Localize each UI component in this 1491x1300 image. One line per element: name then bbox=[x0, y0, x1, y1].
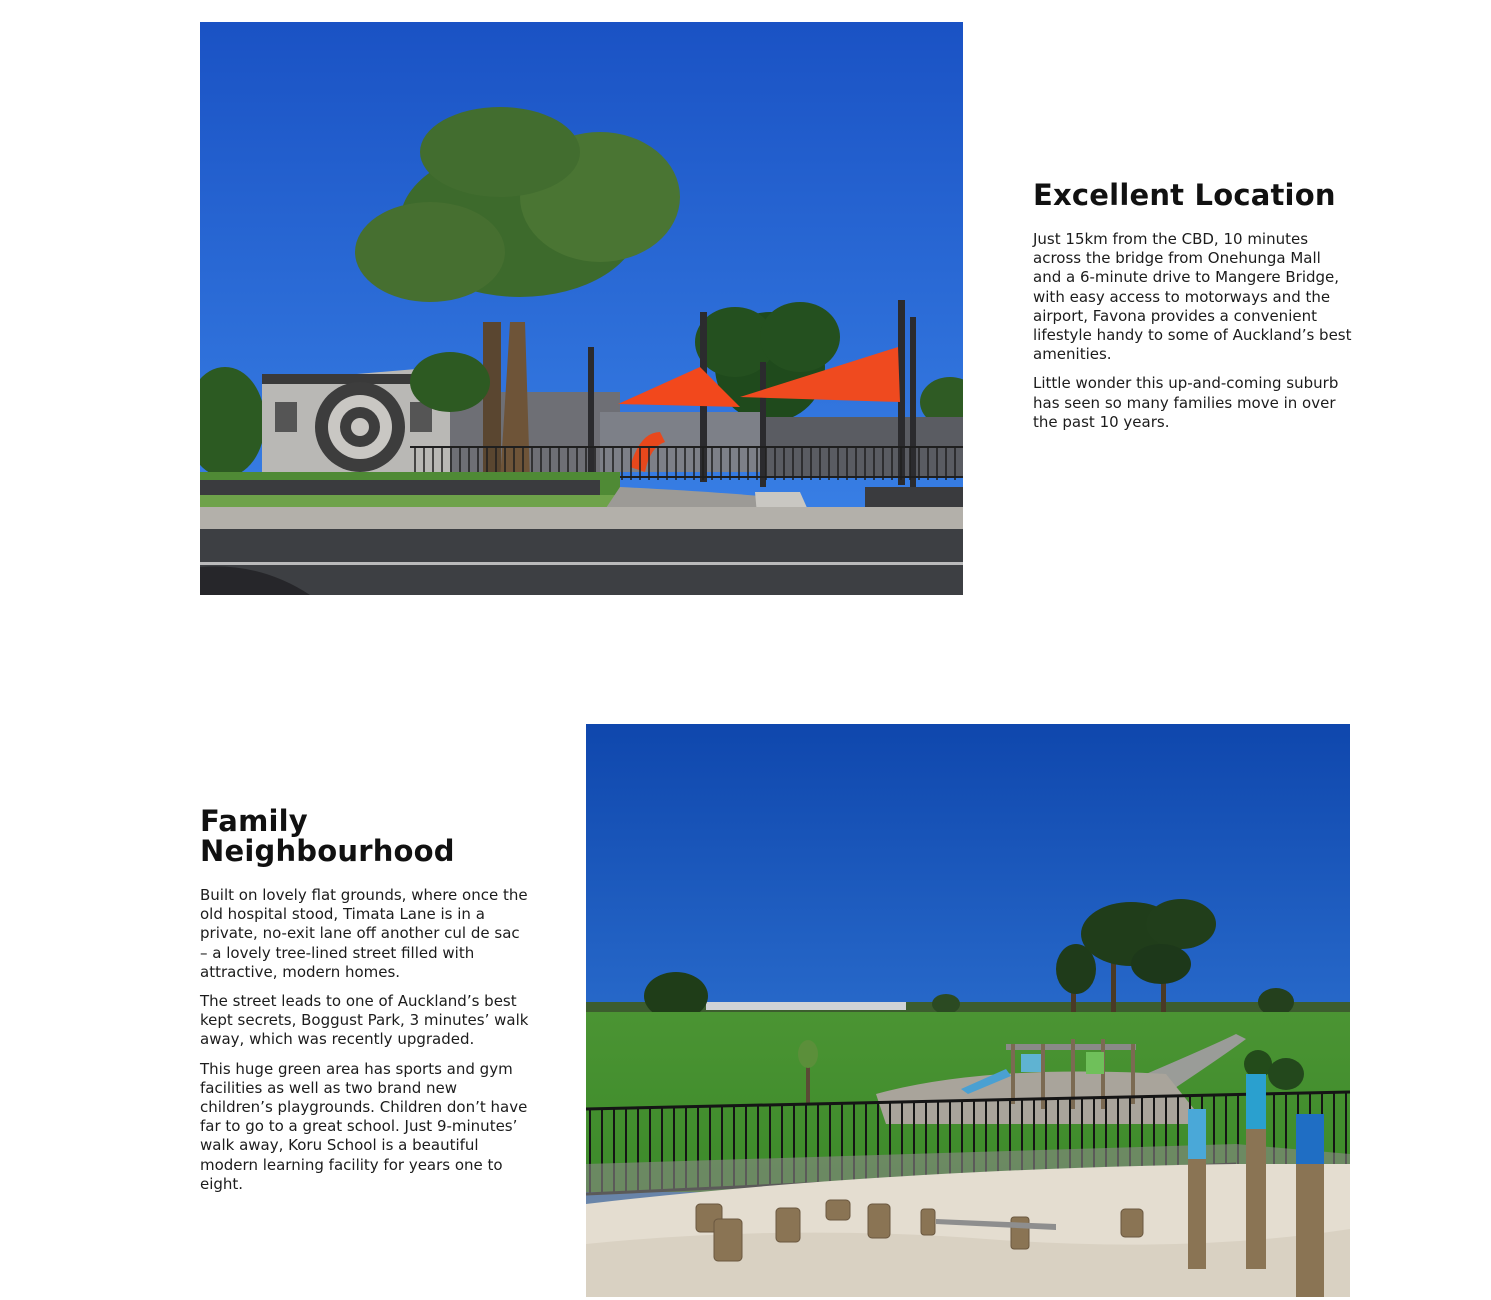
park-photo-illustration bbox=[586, 724, 1350, 1297]
family-paragraph-2: The street leads to one of Auckland’s best kept secrets, Boggust Park, 3 minutes’ walk away, which was recently upgraded. bbox=[200, 992, 529, 1049]
location-paragraph-2: Little wonder this up-and-coming suburb has seen so many families move in over the past 10 years. bbox=[1033, 374, 1339, 431]
family-heading: Family Neighbourhood bbox=[200, 804, 455, 868]
school-photo-illustration bbox=[200, 22, 963, 595]
location-heading: Excellent Location bbox=[1033, 178, 1336, 212]
family-paragraph-1: Built on lovely flat grounds, where once the old hospital stood, Timata Lane is in a private, no-exit lane off another cul de sac – a lovely tree-lined street filled with attractive, modern homes. bbox=[200, 886, 528, 981]
location-section bbox=[1033, 180, 1353, 442]
park-photo bbox=[586, 724, 1350, 1297]
family-section bbox=[200, 806, 530, 1204]
location-paragraph-1: Just 15km from the CBD, 10 minutes across the bridge from Onehunga Mall and a 6-minute drive to Mangere Bridge, with easy access to motorways and the airport, Favona provides a convenient lifestyle handy to some of Auckland’s best amenities. bbox=[1033, 230, 1352, 364]
school-photo bbox=[200, 22, 963, 595]
family-paragraph-3: This huge green area has sports and gym facilities as well as two brand new children’s playgrounds. Children don’t have far to go to a great school. Just 9-minutes’ walk away, Koru School is a beautiful modern learning facility for years one to eight. bbox=[200, 1059, 528, 1193]
